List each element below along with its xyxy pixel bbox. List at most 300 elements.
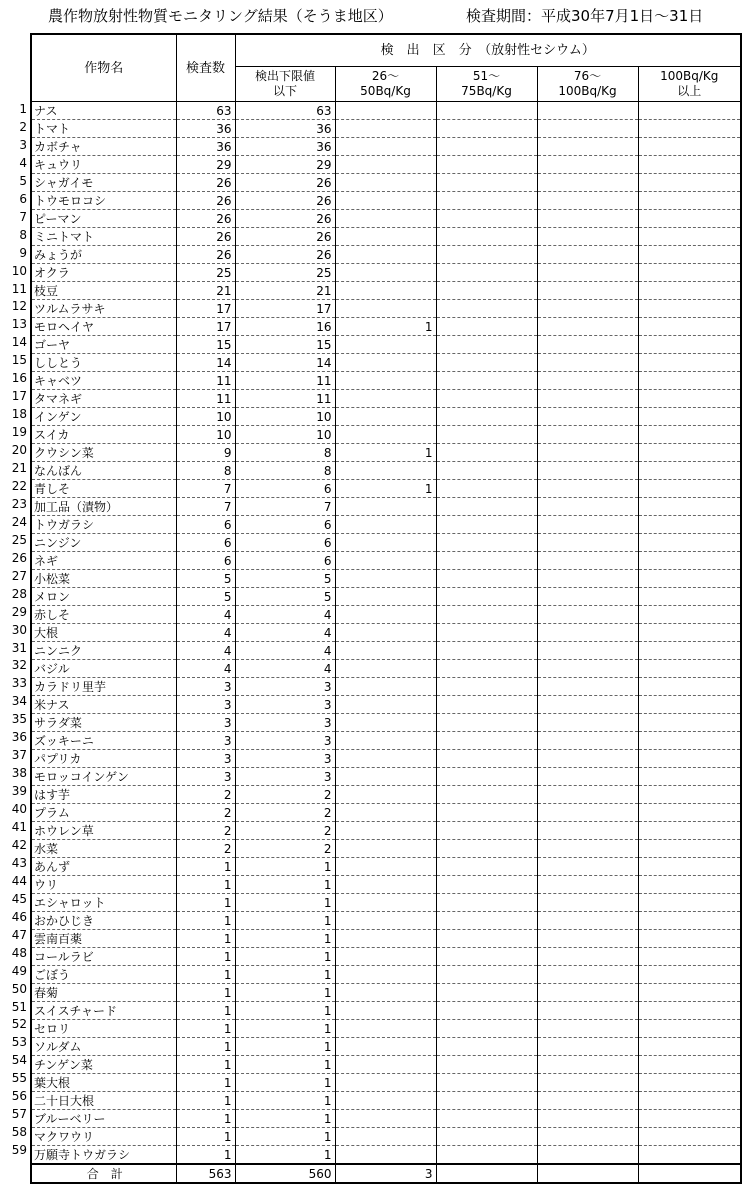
- range-26-50-count: [335, 804, 436, 822]
- range-51-75-count: [436, 462, 537, 480]
- crop-name: チンゲン菜: [31, 1056, 176, 1074]
- range-76-100-count: [537, 1038, 638, 1056]
- below-limit-count: 1: [235, 1020, 335, 1038]
- row-number: 48: [11, 945, 27, 960]
- below-limit-count: 1: [235, 1128, 335, 1146]
- inspection-count: 26: [176, 228, 235, 246]
- crop-name: ソルダム: [31, 1038, 176, 1056]
- below-limit-count: 63: [235, 102, 335, 120]
- table-row: [31, 822, 741, 840]
- row-number: 25: [11, 532, 27, 547]
- range-100-plus-count: [638, 120, 741, 138]
- range-76-100-count: [537, 930, 638, 948]
- table-row: [31, 444, 741, 462]
- row-number: 49: [11, 963, 27, 978]
- row-number: 10: [11, 263, 27, 278]
- results-table: [30, 33, 742, 1184]
- range-26-50-count: [335, 894, 436, 912]
- range-51-75-count: [436, 570, 537, 588]
- below-limit-count: 2: [235, 822, 335, 840]
- range-100-plus-count: [638, 462, 741, 480]
- crop-name: サラダ菜: [31, 714, 176, 732]
- range-26-50-count: [335, 498, 436, 516]
- inspection-count: 63: [176, 102, 235, 120]
- range-76-100-count: [537, 570, 638, 588]
- total-below-limit: 560: [235, 1164, 335, 1183]
- below-limit-count: 1: [235, 984, 335, 1002]
- range-26-50-count: 1: [335, 480, 436, 498]
- range-76-100-count: [537, 678, 638, 696]
- inspection-count: 3: [176, 696, 235, 714]
- row-number: 20: [11, 443, 27, 458]
- crop-name: プラム: [31, 804, 176, 822]
- range-76-100-count: [537, 282, 638, 300]
- row-number: 50: [11, 981, 27, 996]
- range-26-50-count: [335, 156, 436, 174]
- range-100-plus-count: [638, 174, 741, 192]
- row-number: 45: [11, 891, 27, 906]
- inspection-count: 26: [176, 174, 235, 192]
- row-number: 47: [11, 927, 27, 942]
- range-51-75-count: [436, 660, 537, 678]
- range-51-75-count: [436, 912, 537, 930]
- range-76-100-count: [537, 1092, 638, 1110]
- crop-name: トウガラシ: [31, 516, 176, 534]
- row-number: 24: [11, 514, 27, 529]
- range-76-100-count: [537, 1146, 638, 1165]
- range-76-100-count: [537, 822, 638, 840]
- inspection-count: 1: [176, 1074, 235, 1092]
- crop-name: 雲南百薬: [31, 930, 176, 948]
- row-number: 6: [19, 191, 27, 206]
- range-26-50-count: [335, 768, 436, 786]
- range-51-75-count: [436, 948, 537, 966]
- row-number: 54: [11, 1053, 27, 1068]
- crop-name: ウリ: [31, 876, 176, 894]
- row-number: 43: [11, 855, 27, 870]
- inspection-count: 15: [176, 336, 235, 354]
- table-row: [31, 750, 741, 768]
- range-26-50-count: [335, 1056, 436, 1074]
- range-76-100-count: [537, 1074, 638, 1092]
- below-limit-count: 1: [235, 966, 335, 984]
- range-51-75-count: [436, 696, 537, 714]
- inspection-count: 2: [176, 840, 235, 858]
- range-26-50-count: [335, 192, 436, 210]
- range-26-50-count: [335, 516, 436, 534]
- below-limit-count: 1: [235, 948, 335, 966]
- table-row: [31, 876, 741, 894]
- table-row: [31, 480, 741, 498]
- table-row: [31, 606, 741, 624]
- inspection-count: 7: [176, 480, 235, 498]
- range-100-plus-count: [638, 552, 741, 570]
- crop-name: キュウリ: [31, 156, 176, 174]
- inspection-count: 2: [176, 822, 235, 840]
- row-number: 2: [19, 119, 27, 134]
- table-row: [31, 156, 741, 174]
- row-number: 42: [11, 837, 27, 852]
- range-76-100-count: [537, 156, 638, 174]
- below-limit-count: 8: [235, 462, 335, 480]
- range-26-50-count: [335, 138, 436, 156]
- below-limit-count: 4: [235, 642, 335, 660]
- range-100-plus-count: [638, 660, 741, 678]
- below-limit-count: 29: [235, 156, 335, 174]
- below-limit-count: 4: [235, 624, 335, 642]
- range-76-100-count: [537, 1056, 638, 1074]
- range-51-75-count: [436, 714, 537, 732]
- below-limit-count: 6: [235, 552, 335, 570]
- table-row: [31, 408, 741, 426]
- row-number: 52: [11, 1017, 27, 1032]
- range-26-50-count: [335, 534, 436, 552]
- range-100-plus-count: [638, 534, 741, 552]
- range-100-plus-count: [638, 426, 741, 444]
- inspection-count: 1: [176, 858, 235, 876]
- row-number: 39: [11, 784, 27, 799]
- range-100-plus-count: [638, 966, 741, 984]
- range-26-50-count: [335, 642, 436, 660]
- range-100-plus-count: [638, 210, 741, 228]
- range-26-50-count: [335, 1020, 436, 1038]
- range-100-plus-count: [638, 264, 741, 282]
- table-row: [31, 570, 741, 588]
- below-limit-count: 36: [235, 138, 335, 156]
- below-limit-count: 1: [235, 1002, 335, 1020]
- crop-name: 水菜: [31, 840, 176, 858]
- crop-name: 小松菜: [31, 570, 176, 588]
- range-51-75-count: [436, 372, 537, 390]
- table-row: [31, 1092, 741, 1110]
- below-limit-count: 1: [235, 894, 335, 912]
- below-limit-count: 21: [235, 282, 335, 300]
- table-row: [31, 588, 741, 606]
- table-row: [31, 1020, 741, 1038]
- crop-name: ニンジン: [31, 534, 176, 552]
- range-26-50-count: [335, 786, 436, 804]
- inspection-count: 26: [176, 210, 235, 228]
- table-row: [31, 732, 741, 750]
- crop-name: モロッコインゲン: [31, 768, 176, 786]
- table-row: [31, 930, 741, 948]
- range-26-50-count: [335, 210, 436, 228]
- range-51-75-count: [436, 1038, 537, 1056]
- crop-name: スイカ: [31, 426, 176, 444]
- range-76-100-count: [537, 1128, 638, 1146]
- range-100-plus-count: [638, 282, 741, 300]
- inspection-count: 3: [176, 678, 235, 696]
- crop-name: ニンニク: [31, 642, 176, 660]
- inspection-count: 1: [176, 1146, 235, 1165]
- range-51-75-count: [436, 210, 537, 228]
- row-number: 7: [19, 209, 27, 224]
- crop-name: 青しそ: [31, 480, 176, 498]
- crop-name: 大根: [31, 624, 176, 642]
- row-number: 11: [11, 281, 27, 296]
- crop-name: セロリ: [31, 1020, 176, 1038]
- range-26-50-count: [335, 876, 436, 894]
- range-100-plus-count: [638, 822, 741, 840]
- range-26-50-count: [335, 606, 436, 624]
- range-26-50-count: [335, 822, 436, 840]
- table-row: [31, 912, 741, 930]
- range-26-50-count: [335, 120, 436, 138]
- range-51-75-count: [436, 264, 537, 282]
- table-row: [31, 984, 741, 1002]
- range-76-100-count: [537, 714, 638, 732]
- range-76-100-count: [537, 264, 638, 282]
- inspection-count: 3: [176, 750, 235, 768]
- table-row: [31, 966, 741, 984]
- inspection-period: 検査期間：平成30年7月1日～31日: [466, 7, 704, 25]
- range-100-plus-count: [638, 1110, 741, 1128]
- range-100-plus-count: [638, 588, 741, 606]
- inspection-count: 10: [176, 408, 235, 426]
- inspection-count: 6: [176, 534, 235, 552]
- crop-name: 加工品（漬物）: [31, 498, 176, 516]
- header-range-26-50: 26～ 50Bq/Kg: [335, 66, 436, 101]
- inspection-count: 26: [176, 246, 235, 264]
- range-100-plus-count: [638, 948, 741, 966]
- inspection-count: 11: [176, 372, 235, 390]
- inspection-count: 3: [176, 732, 235, 750]
- below-limit-count: 8: [235, 444, 335, 462]
- range-76-100-count: [537, 912, 638, 930]
- inspection-count: 25: [176, 264, 235, 282]
- crop-name: マクワウリ: [31, 1128, 176, 1146]
- range-76-100-count: [537, 1020, 638, 1038]
- table-row: [31, 210, 741, 228]
- table-row: [31, 246, 741, 264]
- row-number: 36: [11, 730, 27, 745]
- inspection-count: 21: [176, 282, 235, 300]
- range-26-50-count: [335, 750, 436, 768]
- row-number: 30: [11, 622, 27, 637]
- crop-name: カボチャ: [31, 138, 176, 156]
- below-limit-count: 26: [235, 192, 335, 210]
- inspection-count: 3: [176, 768, 235, 786]
- row-number: 59: [11, 1143, 27, 1158]
- range-76-100-count: [537, 660, 638, 678]
- range-51-75-count: [436, 282, 537, 300]
- below-limit-count: 10: [235, 408, 335, 426]
- crop-name: はす芋: [31, 786, 176, 804]
- range-51-75-count: [436, 336, 537, 354]
- row-number: 32: [11, 658, 27, 673]
- range-100-plus-count: [638, 840, 741, 858]
- range-26-50-count: [335, 246, 436, 264]
- range-76-100-count: [537, 174, 638, 192]
- below-limit-count: 5: [235, 588, 335, 606]
- inspection-count: 5: [176, 570, 235, 588]
- range-76-100-count: [537, 750, 638, 768]
- table-row: [31, 264, 741, 282]
- range-51-75-count: [436, 768, 537, 786]
- total-row: [31, 1164, 741, 1183]
- range-51-75-count: [436, 192, 537, 210]
- range-26-50-count: [335, 840, 436, 858]
- crop-name: なんばん: [31, 462, 176, 480]
- row-number: 22: [11, 478, 27, 493]
- table-row: [31, 120, 741, 138]
- range-76-100-count: [537, 390, 638, 408]
- inspection-count: 11: [176, 390, 235, 408]
- range-100-plus-count: [638, 930, 741, 948]
- table-row: [31, 840, 741, 858]
- below-limit-count: 10: [235, 426, 335, 444]
- inspection-count: 29: [176, 156, 235, 174]
- table-row: [31, 768, 741, 786]
- range-51-75-count: [436, 984, 537, 1002]
- range-100-plus-count: [638, 984, 741, 1002]
- range-100-plus-count: [638, 858, 741, 876]
- below-limit-count: 6: [235, 534, 335, 552]
- inspection-count: 1: [176, 1110, 235, 1128]
- table-row: [31, 318, 741, 336]
- range-76-100-count: [537, 858, 638, 876]
- range-26-50-count: [335, 930, 436, 948]
- crop-name: コールラビ: [31, 948, 176, 966]
- inspection-count: 1: [176, 984, 235, 1002]
- range-51-75-count: [436, 534, 537, 552]
- row-number: 46: [11, 909, 27, 924]
- below-limit-count: 11: [235, 372, 335, 390]
- header-range-51-75: 51～ 75Bq/Kg: [436, 66, 537, 101]
- range-100-plus-count: [638, 192, 741, 210]
- table-row: [31, 786, 741, 804]
- range-26-50-count: [335, 372, 436, 390]
- range-51-75-count: [436, 120, 537, 138]
- row-number: 1: [19, 102, 27, 116]
- below-limit-count: 3: [235, 696, 335, 714]
- inspection-count: 36: [176, 120, 235, 138]
- below-limit-count: 4: [235, 606, 335, 624]
- below-limit-count: 5: [235, 570, 335, 588]
- range-26-50-count: 1: [335, 444, 436, 462]
- range-100-plus-count: [638, 1056, 741, 1074]
- below-limit-count: 2: [235, 804, 335, 822]
- below-limit-count: 3: [235, 732, 335, 750]
- inspection-count: 7: [176, 498, 235, 516]
- row-number: 35: [11, 712, 27, 727]
- inspection-count: 4: [176, 606, 235, 624]
- range-51-75-count: [436, 858, 537, 876]
- below-limit-count: 26: [235, 228, 335, 246]
- range-76-100-count: [537, 948, 638, 966]
- inspection-count: 1: [176, 1128, 235, 1146]
- range-51-75-count: [436, 642, 537, 660]
- range-26-50-count: [335, 1110, 436, 1128]
- crop-name: ブルーベリー: [31, 1110, 176, 1128]
- range-76-100-count: [537, 588, 638, 606]
- range-76-100-count: [537, 516, 638, 534]
- total-range-26-50: 3: [335, 1164, 436, 1183]
- range-76-100-count: [537, 336, 638, 354]
- range-26-50-count: [335, 570, 436, 588]
- below-limit-count: 14: [235, 354, 335, 372]
- row-number: 17: [11, 389, 27, 404]
- range-100-plus-count: [638, 696, 741, 714]
- header-below-limit: 検出下限値 以下: [235, 66, 335, 101]
- below-limit-count: 11: [235, 390, 335, 408]
- range-76-100-count: [537, 696, 638, 714]
- row-number: 3: [19, 137, 27, 152]
- below-limit-count: 36: [235, 120, 335, 138]
- table-row: [31, 1074, 741, 1092]
- range-26-50-count: [335, 714, 436, 732]
- table-row: [31, 678, 741, 696]
- range-100-plus-count: [638, 390, 741, 408]
- range-76-100-count: [537, 1002, 638, 1020]
- row-number: 41: [11, 820, 27, 834]
- inspection-count: 1: [176, 1056, 235, 1074]
- range-100-plus-count: [638, 354, 741, 372]
- below-limit-count: 1: [235, 1074, 335, 1092]
- range-76-100-count: [537, 804, 638, 822]
- row-number: 9: [19, 245, 27, 260]
- row-number: 23: [11, 496, 27, 511]
- range-76-100-count: [537, 228, 638, 246]
- range-76-100-count: [537, 210, 638, 228]
- inspection-count: 1: [176, 894, 235, 912]
- row-number: 58: [11, 1125, 27, 1140]
- row-number: 5: [19, 173, 27, 188]
- inspection-count: 9: [176, 444, 235, 462]
- below-limit-count: 25: [235, 264, 335, 282]
- range-76-100-count: [537, 624, 638, 642]
- range-26-50-count: [335, 1092, 436, 1110]
- range-26-50-count: [335, 732, 436, 750]
- below-limit-count: 7: [235, 498, 335, 516]
- row-number: 14: [11, 335, 27, 350]
- range-51-75-count: [436, 174, 537, 192]
- range-76-100-count: [537, 462, 638, 480]
- table-row: [31, 1056, 741, 1074]
- title-row: [0, 2, 751, 28]
- range-76-100-count: [537, 552, 638, 570]
- range-76-100-count: [537, 894, 638, 912]
- range-26-50-count: [335, 984, 436, 1002]
- range-51-75-count: [436, 300, 537, 318]
- range-76-100-count: [537, 192, 638, 210]
- range-100-plus-count: [638, 894, 741, 912]
- range-100-plus-count: [638, 750, 741, 768]
- range-26-50-count: [335, 858, 436, 876]
- range-76-100-count: [537, 408, 638, 426]
- range-100-plus-count: [638, 300, 741, 318]
- table-row: [31, 624, 741, 642]
- inspection-count: 10: [176, 426, 235, 444]
- inspection-count: 36: [176, 138, 235, 156]
- table-row: [31, 1128, 741, 1146]
- row-number: 21: [11, 461, 27, 475]
- crop-name: あんず: [31, 858, 176, 876]
- row-number: 29: [11, 604, 27, 619]
- range-76-100-count: [537, 768, 638, 786]
- range-100-plus-count: [638, 228, 741, 246]
- row-number: 18: [11, 407, 27, 422]
- range-26-50-count: [335, 678, 436, 696]
- inspection-count: 1: [176, 876, 235, 894]
- below-limit-count: 1: [235, 912, 335, 930]
- table-row: [31, 228, 741, 246]
- range-76-100-count: [537, 498, 638, 516]
- range-100-plus-count: [638, 246, 741, 264]
- header-range-100-plus: 100Bq/Kg 以上: [638, 66, 741, 101]
- range-76-100-count: [537, 444, 638, 462]
- range-51-75-count: [436, 822, 537, 840]
